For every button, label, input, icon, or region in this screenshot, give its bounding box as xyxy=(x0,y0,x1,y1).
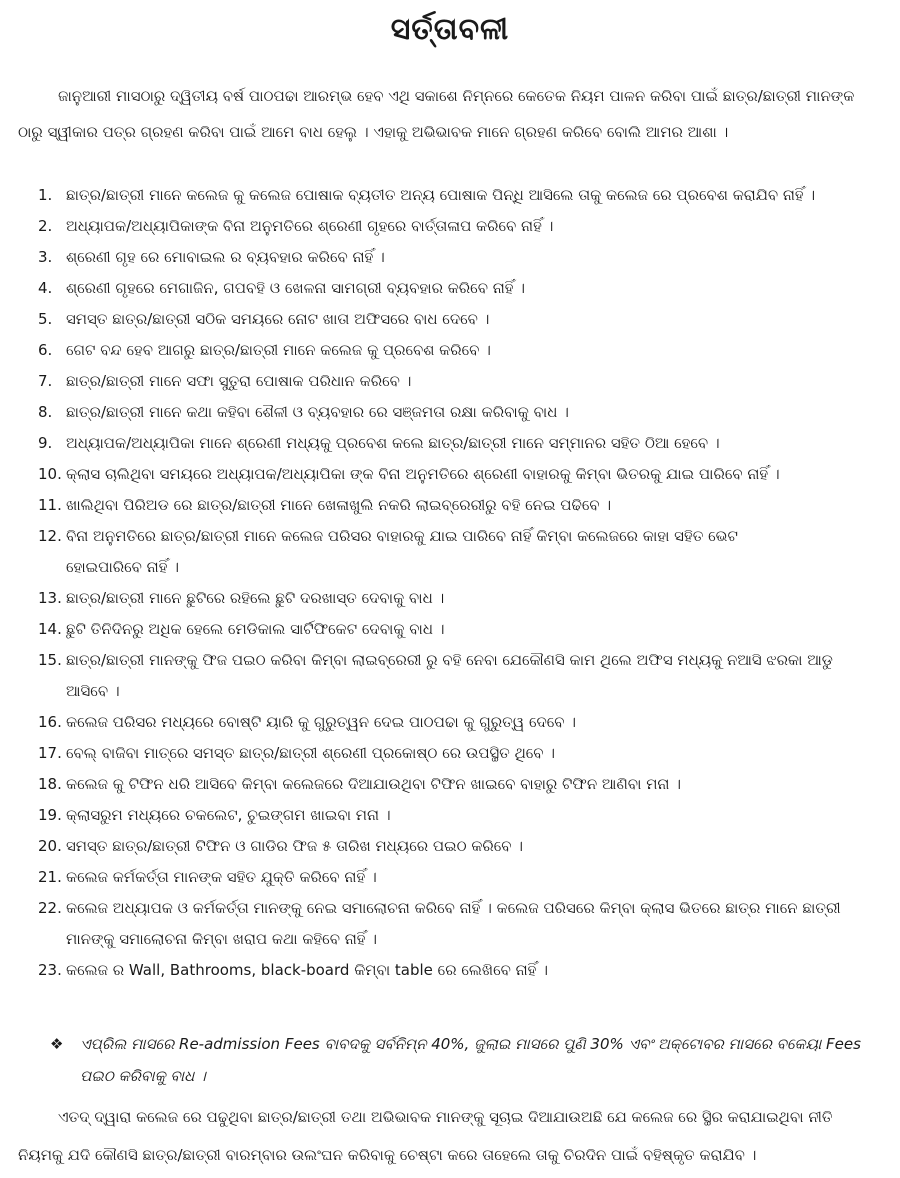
rule-item xyxy=(38,304,868,335)
rule-text-line: ଅଧ୍ୟାପକ/ଅଧ୍ୟାପିକାଙ୍କ ବିନା ଅନୁମତିରେ ଶ୍ରେଣୀ ଗୃହରେ ବାର୍ତ୍ତାଳାପ କରିବେ ନାହିଁ । xyxy=(66,217,554,235)
rule-text-line: ସମସ୍ତ ଛାତ୍ର/ଛାତ୍ରୀ ସଠିକ ସମୟରେ ନୋଟ ଖାତା ଅଫିସରେ ବାଧ ଦେବେ । xyxy=(66,310,490,328)
rule-number: 21. xyxy=(38,868,62,886)
rule-number: 13. xyxy=(38,589,62,607)
rule-text xyxy=(66,335,868,366)
rule-item xyxy=(38,335,868,366)
rule-text-line: ଅଧ୍ୟାପକ/ଅଧ୍ୟାପିକା ମାନେ ଶ୍ରେଣୀ ମଧ୍ୟକୁ ପ୍ରବେଶ କଲେ ଛାତ୍ର/ଛାତ୍ରୀ ମାନେ ସମ୍ମାନର ସହିତ ଠିଆ ହେବେ । xyxy=(66,434,720,452)
rule-number: 5. xyxy=(38,310,53,328)
rule-text-line: ଶ୍ରେଣୀ ଗୃହ ରେ ମୋବାଇଲ ର ବ୍ୟବହାର କରିବେ ନାହିଁ । xyxy=(66,248,385,266)
rule-item xyxy=(38,459,868,490)
rule-number: 3. xyxy=(38,248,53,266)
rule-number: 18. xyxy=(38,775,62,793)
rule-text-line: କଲେଜ ଅଧ୍ୟାପକ ଓ କର୍ମକର୍ତ୍ତା ମାନଙ୍କୁ ନେଇ ସମାଲୋଚନା କରିବେ ନାହିଁ । କଲେଜ ପରିସରେ କିମ୍ବା କ୍ଲାସ ଭିତରେ ଛାତ୍ର ମାନେ ଛାତ୍ରୀ xyxy=(66,899,841,917)
page-title: ସର୍ତ୍ତାବଳୀ xyxy=(390,12,510,47)
rule-text xyxy=(66,893,868,955)
rule-text-line: କଲେଜ କୁ ଟିଫିନ ଧରି ଆସିବେ କିମ୍ବା କଲେଜରେ ଦିଆଯାଉଥିବା ଟିଫିନ ଖାଇବେ ବାହାରୁ ଟିଫିନ ଆଣିବା ମନା । xyxy=(66,775,682,793)
rule-item xyxy=(38,707,868,738)
rule-item xyxy=(38,583,868,614)
rule-item xyxy=(38,614,868,645)
rule-item xyxy=(38,428,868,459)
rule-text xyxy=(66,583,868,614)
diamond-bullet-icon: ❖ xyxy=(50,1035,64,1053)
rule-text-line: ଖାଲିଥିବା ପିରିଅଡ ରେ ଛାତ୍ର/ଛାତ୍ରୀ ମାନେ ଖେଳାଖୁଲି ନକରି ଲାଇବ୍ରେରୀରୁ ବହି ନେଇ ପଢିବେ । xyxy=(66,496,612,514)
rule-item xyxy=(38,893,868,955)
rule-number: 17. xyxy=(38,744,62,762)
rule-number: 10. xyxy=(38,465,62,483)
rule-text xyxy=(66,242,868,273)
rule-text xyxy=(66,862,868,893)
rule-text xyxy=(66,769,868,800)
rule-number: 7. xyxy=(38,372,53,390)
rule-item xyxy=(38,645,868,707)
rule-text xyxy=(66,521,868,583)
rule-number: 12. xyxy=(38,527,62,545)
rule-number: 6. xyxy=(38,341,53,359)
rule-text xyxy=(66,304,868,335)
rule-text xyxy=(66,955,868,986)
rule-number: 23. xyxy=(38,961,62,979)
intro-paragraph: ଜାନୁଆରୀ ମାସଠାରୁ ଦ୍ୱିତୀୟ ବର୍ଷ ପାଠପଢା ଆରମ୍ଭ ହେବ ଏଥି ସକାଶେ ନିମ୍ନରେ କେତେକ ନିୟମ ପାଳନ କରିବା ପାଇଁ ଛାତ୍ର/ଛାତ୍ରୀ ମାନଙ୍କ ଠାରୁ ସ୍ୱୀକାର ପତ୍ର ଗ୍ରହଣ କରିବା ପାଇଁ ଆମେ ବାଧ ହେଲୁ । ଏହାକୁ ଅଭିଭାବକ ମାନେ ଗ୍ରହଣ କରିବେ ବୋଲି ଆମର ଆଶା । xyxy=(18,87,855,141)
rule-item xyxy=(38,490,868,521)
rule-text xyxy=(66,490,868,521)
rule-text-line: ବିନା ଅନୁମତିରେ ଛାତ୍ର/ଛାତ୍ରୀ ମାନେ କଲେଜ ପରିସର ବାହାରକୁ ଯାଇ ପାରିବେ ନାହିଁ କିମ୍ବା କଲେଜରେ କାହା ସହିତ ଭେଟ xyxy=(66,527,738,545)
rule-item xyxy=(38,769,868,800)
rule-number: 8. xyxy=(38,403,53,421)
rule-number: 2. xyxy=(38,217,53,235)
rule-text-line: କଲେଜ ପରିସର ମଧ୍ୟରେ ବୋଷ୍ଟି ୟାରି କୁ ଗୁରୁତ୍ୱନ ଦେଇ ପାଠପଢା କୁ ଗୁରୁତ୍ୱ ଦେବେ । xyxy=(66,713,577,731)
rule-text-line: ବେଲ୍ ବାଜିବା ମାତ୍ରେ ସମସ୍ତ ଛାତ୍ର/ଛାତ୍ରୀ ଶ୍ରେଣୀ ପ୍ରକୋଷ୍ଠ ରେ ଉପସ୍ଥିତ ଥିବେ । xyxy=(66,744,556,762)
rule-number: 1. xyxy=(38,186,53,204)
rule-text-continuation: ହୋଇପାରିବେ ନାହିଁ । xyxy=(66,558,180,576)
rule-text xyxy=(66,645,868,707)
rule-item xyxy=(38,800,868,831)
rule-text-line: ସମସ୍ତ ଛାତ୍ର/ଛାତ୍ରୀ ଟିଫିନ ଓ ଗାଡିର ଫିଜ ୫ ତାରିଖ ମଧ୍ୟରେ ପଇଠ କରିବେ । xyxy=(66,837,524,855)
rule-text xyxy=(66,614,868,645)
closing-paragraph: ଏତଦ୍ ଦ୍ୱାରା କଲେଜ ରେ ପଢୁଥିବା ଛାତ୍ର/ଛାତ୍ରୀ ତଥା ଅଭିଭାବକ ମାନଙ୍କୁ ସୂଚାଇ ଦିଆଯାଉଅଛି ଯେ କଲେଜ ରେ ସ୍ଥିର କରାଯାଇଥିବା ନୀତି ନିୟମକୁ ଯଦି କୌଣସି ଛାତ୍ର/ଛାତ୍ରୀ ବାରମ୍ବାର ଉଲଂଘନ କରିବାକୁ ଚେଷ୍ଟା କରେ ତାହେଲେ ତାକୁ ଚିରଦିନ ପାଇଁ ବହିଷ୍କୃତ କରାଯିବ । xyxy=(18,1108,833,1164)
rule-text-line: ଛାତ୍ର/ଛାତ୍ରୀ ମାନେ ସଫା ସୁତୁରା ପୋଷାକ ପରିଧାନ କରିବେ । xyxy=(66,372,412,390)
rule-text xyxy=(66,366,868,397)
rule-number: 14. xyxy=(38,620,62,638)
rule-text-line: କଲେଜ ର Wall, Bathrooms, black-board କିମ୍ବା table ରେ ଲେଖିବେ ନାହିଁ । xyxy=(66,961,548,979)
rule-number: 19. xyxy=(38,806,62,824)
rule-text xyxy=(66,180,868,211)
rule-item xyxy=(38,955,868,986)
rule-text-line: ଗେଟ ବନ୍ଦ ହେବ ଆଗରୁ ଛାତ୍ର/ଛାତ୍ରୀ ମାନେ କଲେଜ କୁ ପ୍ରବେଶ କରିବେ । xyxy=(66,341,491,359)
rule-text xyxy=(66,428,868,459)
rule-number: 15. xyxy=(38,651,62,669)
rule-item xyxy=(38,180,868,211)
rule-text-line: କ୍ଲାସରୁମ ମଧ୍ୟରେ ଚକଲେଟ, ଚୁଇଙ୍ଗମ ଖାଇବା ମନା । xyxy=(66,806,391,824)
rule-item xyxy=(38,862,868,893)
rule-text-line: ଛୁଟି ତିନିଦିନରୁ ଅଧିକ ହେଲେ ମେଡିକାଲ ସାର୍ଟିଫିକେଟ ଦେବାକୁ ବାଧ । xyxy=(66,620,445,638)
rule-item xyxy=(38,273,868,304)
rule-text-line: ଛାତ୍ର/ଛାତ୍ରୀ ମାନେ ଛୁଟିରେ ରହିଲେ ଛୁଟି ଦରଖାସ୍ତ ଦେବାକୁ ବାଧ । xyxy=(66,589,445,607)
rule-item xyxy=(38,211,868,242)
rule-text xyxy=(66,459,868,490)
rule-text-line: ଛାତ୍ର/ଛାତ୍ରୀ ମାନଙ୍କୁ ଫିଜ ପଇଠ କରିବା କିମ୍ବା ଲାଇବ୍ରେରୀ ରୁ ବହି ନେବା ଯେକୌଣସି କାମ ଥିଲେ ଅଫିସ ମଧ୍ୟକୁ ନଆସି ଝରକା ଆଡୁ xyxy=(66,651,833,669)
rule-text-line: କଲେଜ କର୍ମକର୍ତ୍ତା ମାନଙ୍କ ସହିତ ଯୁକ୍ତି କରିବେ ନାହିଁ । xyxy=(66,868,377,886)
rule-item xyxy=(38,242,868,273)
rule-text-continuation: ମାନଙ୍କୁ ସମାଲୋଚନା କିମ୍ବା ଖରାପ କଥା କହିବେ ନାହିଁ । xyxy=(66,930,378,948)
rule-item xyxy=(38,366,868,397)
rule-item xyxy=(38,521,868,583)
rule-number: 9. xyxy=(38,434,53,452)
rule-text-line: କ୍ଲାସ ଚାଲିଥିବା ସମୟରେ ଅଧ୍ୟାପକ/ଅଧ୍ୟାପିକା ଙ୍କ ବିନା ଅନୁମତିରେ ଶ୍ରେଣୀ ବାହାରକୁ କିମ୍ବା ଭିତରକୁ ଯାଇ ପାରିବେ ନାହିଁ । xyxy=(66,465,780,483)
rule-text xyxy=(66,397,868,428)
rule-text xyxy=(66,831,868,862)
rule-text xyxy=(66,738,868,769)
rule-text xyxy=(66,273,868,304)
rule-text xyxy=(66,707,868,738)
rules-list xyxy=(38,180,868,986)
rule-text xyxy=(66,211,868,242)
fees-note xyxy=(50,1028,868,1092)
rule-number: 20. xyxy=(38,837,62,855)
rule-text-line: ଛାତ୍ର/ଛାତ୍ରୀ ମାନେ କଥା କହିବା ଶୈଳୀ ଓ ବ୍ୟବହାର ରେ ସଞ୍ଜମତା ରକ୍ଷା କରିବାକୁ ବାଧ । xyxy=(66,403,569,421)
rule-text-continuation: ଆସିବେ । xyxy=(66,682,120,700)
rule-item xyxy=(38,831,868,862)
rule-text xyxy=(66,800,868,831)
rule-text-line: ଶ୍ରେଣୀ ଗୃହରେ ମେଗାଜିନ, ଗପବହି ଓ ଖେଳନା ସାମଗ୍ରୀ ବ୍ୟବହାର କରିବେ ନାହିଁ । xyxy=(66,279,526,297)
fees-note-text: ଏପ୍ରିଲ ମାସରେ Re-admission Fees ବାବଦକୁ ସର୍ବନିମ୍ନ 40%, ଜୁଲାଇ ମାସରେ ପୁଣି 30% ଏବଂ ଅକ୍ଟୋବର ମାସରେ ବକେୟା Fees ପଇଠ କରିବାକୁ ବାଧ । xyxy=(80,1035,861,1085)
rule-number: 4. xyxy=(38,279,53,297)
rule-number: 22. xyxy=(38,899,62,917)
rule-text-line: ଛାତ୍ର/ଛାତ୍ରୀ ମାନେ କଲେଜ କୁ କଲେଜ ପୋଷାକ ବ୍ୟତୀତ ଅନ୍ୟ ପୋଷାକ ପିନ୍ଧି ଆସିଲେ ତାକୁ କଲେଜ ରେ ପ୍ରବେଶ କରାଯିବ ନାହିଁ । xyxy=(66,186,816,204)
rule-item xyxy=(38,397,868,428)
rule-number: 11. xyxy=(38,496,62,514)
rule-number: 16. xyxy=(38,713,62,731)
rule-item xyxy=(38,738,868,769)
